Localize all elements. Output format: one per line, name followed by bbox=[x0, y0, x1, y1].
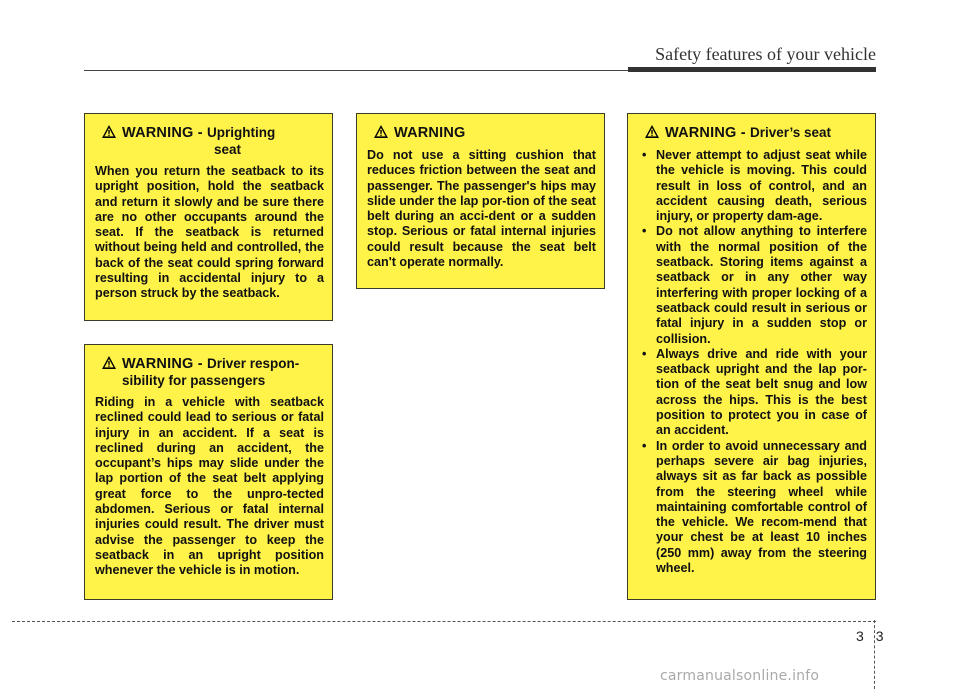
warning-box-driver-responsibility bbox=[84, 344, 333, 600]
header-rule-accent bbox=[628, 67, 876, 72]
warning-heading bbox=[95, 124, 324, 158]
warning-heading bbox=[367, 124, 596, 142]
warning-title: Driver’s seat bbox=[749, 125, 832, 140]
warning-box-drivers-seat bbox=[627, 113, 876, 600]
warning-bullet-list bbox=[638, 148, 867, 576]
warning-keyword: WARNING - bbox=[122, 356, 207, 372]
list-item: • Do not allow anything to interfere with the normal position of the seatback. Storing items against a seatback or in any other way interfering with proper locking of a seatback could result in serious or fatal injury in a sudden stop or collision. bbox=[638, 224, 867, 346]
list-item: • Always drive and ride with your seatback upright and the lap por-tion of the seat belt snug and low across the hips. This is the best position to protect you in case of an accident. bbox=[638, 347, 867, 439]
warning-keyword: WARNING - bbox=[665, 125, 750, 141]
warning-triangle-icon bbox=[101, 124, 117, 142]
watermark: carmanualsonline.info bbox=[660, 668, 820, 684]
warning-box-sitting-cushion bbox=[356, 113, 605, 289]
page-number: 33 bbox=[856, 628, 896, 644]
list-item: • In order to avoid unnecessary and perhaps severe air bag injuries, always sit as far back as possible from the steering wheel while maintaining comfortable control of the vehicle. We recom-mend that your chest be at least 10 inches (250 mm) away from the steering wheel. bbox=[638, 439, 867, 577]
warning-triangle-icon bbox=[101, 355, 117, 373]
warning-triangle-icon bbox=[373, 124, 389, 142]
warning-body: Do not use a sitting cushion that reduces friction between the seat and passenger. The passenger's hips may slide under the lap por-tion of the seat belt during an acci-dent or a sudden stop. Serious or fatal internal injuries could result because the seat belt can't operate normally. bbox=[367, 148, 596, 270]
warning-keyword: WARNING - bbox=[122, 125, 207, 141]
warning-triangle-icon bbox=[644, 124, 660, 142]
warning-body: Riding in a vehicle with seatback reclined could lead to serious or fatal injury in an accident. If a seat is reclined during an accident, the occupant’s hips may slide under the lap portion of the seat belt applying great force to the unpro-tected abdomen. Serious or fatal internal injuries could result. The driver must advise the passenger to keep the seatback in an upright position whenever the vehicle is in motion. bbox=[95, 395, 324, 578]
section-header-title: Safety features of your vehicle bbox=[655, 44, 876, 64]
warning-title-cont: seat bbox=[214, 142, 242, 157]
list-item: • Never attempt to adjust seat while the vehicle is moving. This could result in loss of control, and an accident causing death, serious injury, or property dam-age. bbox=[638, 148, 867, 224]
warning-heading bbox=[95, 355, 324, 389]
footer-rule bbox=[12, 621, 876, 622]
warning-body: When you return the seatback to its upright position, hold the seatback and return it slowly and be sure there are no other occupants around the seat. If the seatback is returned without being held and controlled, the back of the seat could spring forward resulting in accidental injury to a person struck by the seatback. bbox=[95, 164, 324, 301]
warning-box-uprighting-seat bbox=[84, 113, 333, 321]
warning-title: Uprighting bbox=[206, 125, 276, 140]
warning-title-cont: sibility for passengers bbox=[122, 373, 266, 388]
warning-title: Driver respon- bbox=[206, 356, 300, 371]
warning-keyword: WARNING bbox=[394, 125, 466, 141]
warning-heading bbox=[638, 124, 867, 142]
